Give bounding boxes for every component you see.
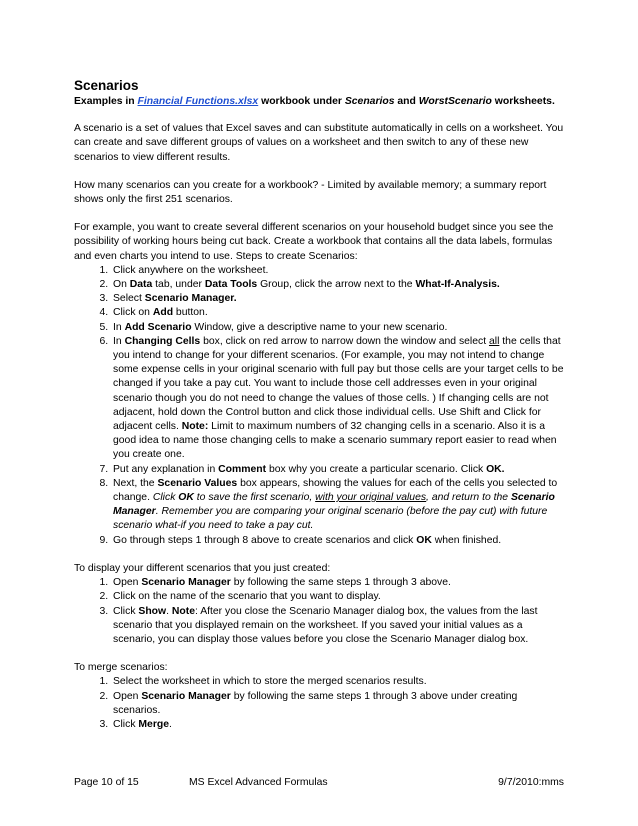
examples-subtitle: Examples in Financial Functions.xlsx workbook under Scenarios and WorstScenario worksheets. [74,96,555,107]
footer-document-title: MS Excel Advanced Formulas [189,777,328,788]
display-steps-list [74,576,564,647]
list-item: 3. Select Scenario Manager. [111,292,564,306]
list-item: 6. In Changing Cells box, click on red arrow to narrow down the window and select all the cells that you intend to change for your different scenarios. (For example, you may not intend to change some expense cells in your original scenario with full pay but those cells are your target cells to be changed if you take a pay cut. You want to include those cell addresses even in your original scenario though you do not need to change the values of those cells. ) If changing cells are not adjacent, hold down the Control button and click those individual cells. Use Shift and Click for adjacent cells. Note: Limit to maximum numbers of 32 changing cells in a scenario. Also it is a good idea to name those changing cells to make a scenario summary report easier to read when you create one. [111,335,564,463]
list-item: 1. Select the worksheet in which to store the merged scenarios results. [111,675,564,689]
merge-intro: To merge scenarios: [74,662,168,674]
footer-page-number: Page 10 of 15 [74,777,139,788]
list-item: 9. Go through steps 1 through 8 above to create scenarios and click OK when finished. [111,534,564,548]
list-item: 1. Click anywhere on the worksheet. [111,264,564,278]
list-item: 2. Open Scenario Manager by following the same steps 1 through 3 above under creating scenarios. [111,690,564,718]
intro-paragraph: A scenario is a set of values that Excel saves and can substitute automatically in cells on a worksheet. You can create and save different groups of values on a worksheet and then switch to any of these new scenarios to view different results. [74,123,564,163]
workbook-link[interactable]: Financial Functions.xlsx [137,96,259,107]
list-item: 1. Open Scenario Manager by following the same steps 1 through 3 above. [111,576,564,590]
document-page [74,78,564,746]
display-intro: To display your different scenarios that you just created: [74,562,331,574]
merge-steps-list [74,675,564,732]
list-item: 7. Put any explanation in Comment box why you create a particular scenario. Click OK. [111,463,564,477]
create-steps-list [74,264,564,548]
footer-date: 9/7/2010:mms [498,777,564,788]
list-item: 4. Click on Add button. [111,306,564,320]
list-item: 5. In Add Scenario Window, give a descriptive name to your new scenario. [111,321,564,335]
example-paragraph: For example, you want to create several different scenarios on your household budget since you see the possibility of working hours being cut back. Create a workbook that contains all the data labels, formulas and even charts you intend to use. Steps to create Scenarios: [74,222,554,262]
list-item: 2. Click on the name of the scenario that you want to display. [111,590,564,604]
list-item: 8. Next, the Scenario Values box appears, showing the values for each of the cells you selected to change. Click OK to save the first scenario, with your original values, and return to the Scenario Manager. Remember you are comparing your original scenario (before the pay cut) with future scenario what-if you need to take a pay cut. [111,477,564,534]
list-item: 3. Click Show. Note: After you close the Scenario Manager dialog box, the values from the last scenario that you displayed remain on the worksheet. If you saved your initial values as a scenario, you can display those values before you close the Scenario Manager dialog box. [111,605,564,648]
list-item: 3. Click Merge. [111,718,564,732]
page-title: Scenarios [74,78,139,93]
limit-paragraph: How many scenarios can you create for a workbook? - Limited by available memory; a summary report shows only the first 251 scenarios. [74,179,547,206]
list-item: 2. On Data tab, under Data Tools Group, click the arrow next to the What-If-Analysis. [111,278,564,292]
